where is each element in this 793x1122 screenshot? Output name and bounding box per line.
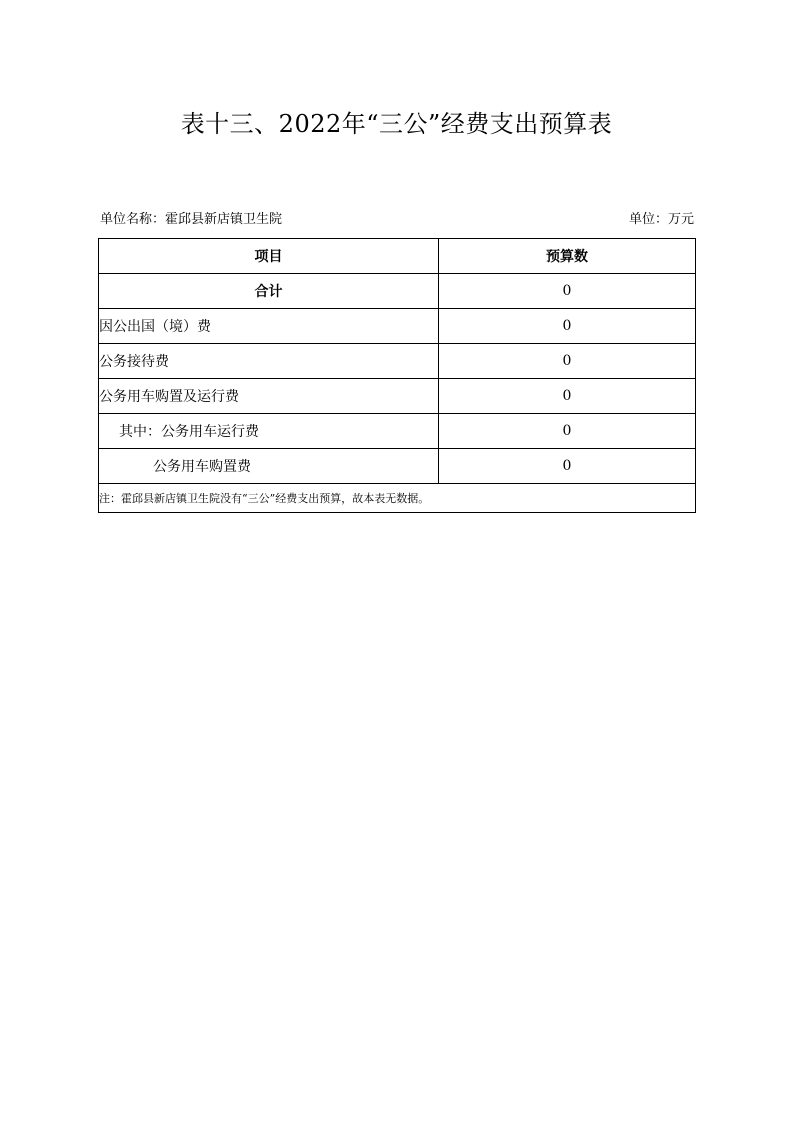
row-label: 公务接待费 xyxy=(99,344,439,379)
row-value: 0 xyxy=(439,309,696,344)
unit-info-row xyxy=(100,208,694,227)
budget-table xyxy=(98,238,696,513)
table-note-row xyxy=(99,484,696,513)
table-row xyxy=(99,449,696,484)
table-note: 注：霍邱县新店镇卫生院没有“三公”经费支出预算，故本表无数据。 xyxy=(99,484,696,513)
row-value: 0 xyxy=(439,344,696,379)
column-header-item: 项目 xyxy=(99,239,439,274)
column-header-budget: 预算数 xyxy=(439,239,696,274)
total-label: 合计 xyxy=(99,274,439,309)
currency-unit-label: 单位：万元 xyxy=(628,212,694,227)
row-value: 0 xyxy=(439,379,696,414)
row-value: 0 xyxy=(439,449,696,484)
row-label: 其中：公务用车运行费 xyxy=(99,414,439,449)
page-title: 表十三、2022年“三公”经费支出预算表 xyxy=(180,110,613,138)
row-label: 公务用车购置费 xyxy=(99,449,439,484)
table-row-total xyxy=(99,274,696,309)
unit-name-label: 单位名称：霍邱县新店镇卫生院 xyxy=(100,212,283,227)
row-label: 公务用车购置及运行费 xyxy=(99,379,439,414)
row-label: 因公出国（境）费 xyxy=(99,309,439,344)
table-header-row xyxy=(99,239,696,274)
row-value: 0 xyxy=(439,414,696,449)
total-value: 0 xyxy=(439,274,696,309)
table-row xyxy=(99,309,696,344)
table-row xyxy=(99,379,696,414)
table-row xyxy=(99,344,696,379)
table-row xyxy=(99,414,696,449)
